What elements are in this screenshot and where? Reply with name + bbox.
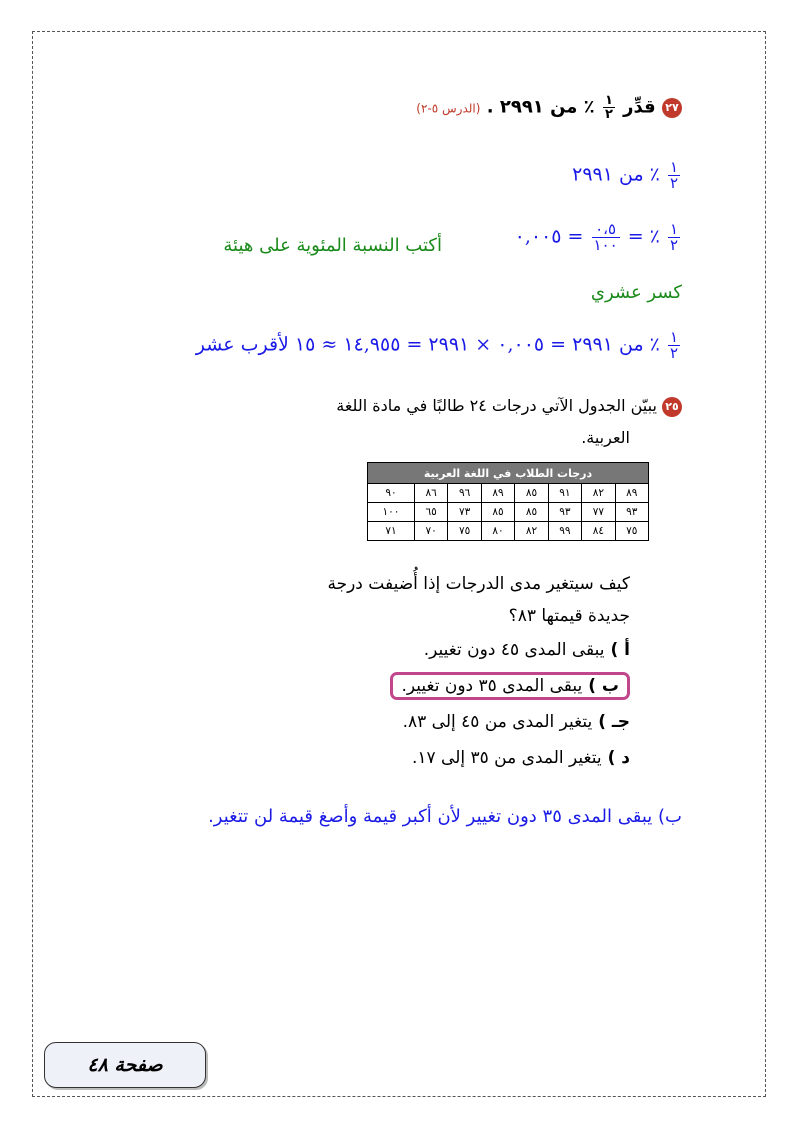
- decimal-result: = ٠,٠٠٥: [514, 225, 584, 248]
- half-fraction: $\frac{١}{٢}$: [669, 328, 678, 362]
- range-question-line-2: جديدة قيمتها ٨٣؟: [508, 606, 630, 626]
- grades-table-wrap: [367, 462, 649, 541]
- choice-a[interactable]: أ )يبقى المدى ٤٥ دون تغيير.: [423, 640, 630, 660]
- step-1-text: ٪ من ٢٩٩١: [572, 163, 660, 186]
- table-title: درجات الطلاب في اللغة العربية: [368, 463, 649, 484]
- answer-explanation: ب) يبقى المدى ٣٥ دون تغيير لأن أكبر قيمة وأصغ قيمة لن تتغير.: [208, 806, 682, 827]
- question-25: [336, 396, 682, 417]
- choice-c[interactable]: جـ )يتغير المدى من ٤٥ إلى ٨٣.: [402, 712, 630, 732]
- question-number-badge: ٢٧: [662, 98, 682, 118]
- table-row: ٩٣ ٧٧ ٩٣ ٨٥ ٨٥ ٧٣ ٦٥ ١٠٠: [368, 503, 649, 522]
- table-row: ٨٩ ٨٢ ٩١ ٨٥ ٨٩ ٩٦ ٨٦ ٩٠: [368, 484, 649, 503]
- solution-step-1: [572, 160, 682, 191]
- question-27: [416, 94, 682, 121]
- table-row: ٧٥ ٨٤ ٩٩ ٨٢ ٨٠ ٧٥ ٧٠ ٧١: [368, 522, 649, 541]
- grades-table: [367, 462, 649, 541]
- page-number-badge: صفحة ٤٨: [44, 1042, 206, 1088]
- question-number-badge: ٢٥: [662, 397, 682, 417]
- choice-b-selected[interactable]: ب )يبقى المدى ٣٥ دون تغيير.: [390, 672, 630, 700]
- solution-step-2: [515, 222, 682, 253]
- range-question-line-1: كيف سيتغير مدى الدرجات إذا أُضيفت درجة: [327, 574, 630, 594]
- percent-equals: ٪ =: [627, 225, 660, 248]
- question-text-line-2: العربية.: [581, 428, 630, 447]
- solution-step-3: [196, 330, 682, 361]
- question-prompt-rest: ٪ من ٢٩٩١ .: [486, 96, 595, 118]
- step-3-text: ٪ من ٢٩٩١ = ٠,٠٠٥ × ٢٩٩١ = ١٤,٩٥٥ ≈ ١٥ لأقرب عشر: [195, 333, 660, 356]
- question-text-line-1: يبيّن الجدول الآتي درجات ٢٤ طالبًا في مادة اللغة: [336, 396, 657, 415]
- decimal-fraction: $\frac{٠،٥}{١٠٠}$: [593, 220, 618, 254]
- choice-d[interactable]: د )يتغير المدى من ٣٥ إلى ١٧.: [411, 748, 630, 768]
- half-fraction: $\frac{١}{٢}$: [669, 158, 678, 192]
- half-fraction: $\frac{١}{٢}$: [669, 220, 678, 254]
- lesson-reference: (الدرس ٥-٢): [416, 101, 481, 116]
- hint-note-line-2: كسر عشري: [590, 282, 682, 303]
- half-fraction: $\frac{١}{٢}$: [604, 93, 613, 122]
- question-prompt-start: قدِّر: [623, 96, 656, 118]
- hint-note: أكتب النسبة المئوية على هيئة: [223, 235, 442, 256]
